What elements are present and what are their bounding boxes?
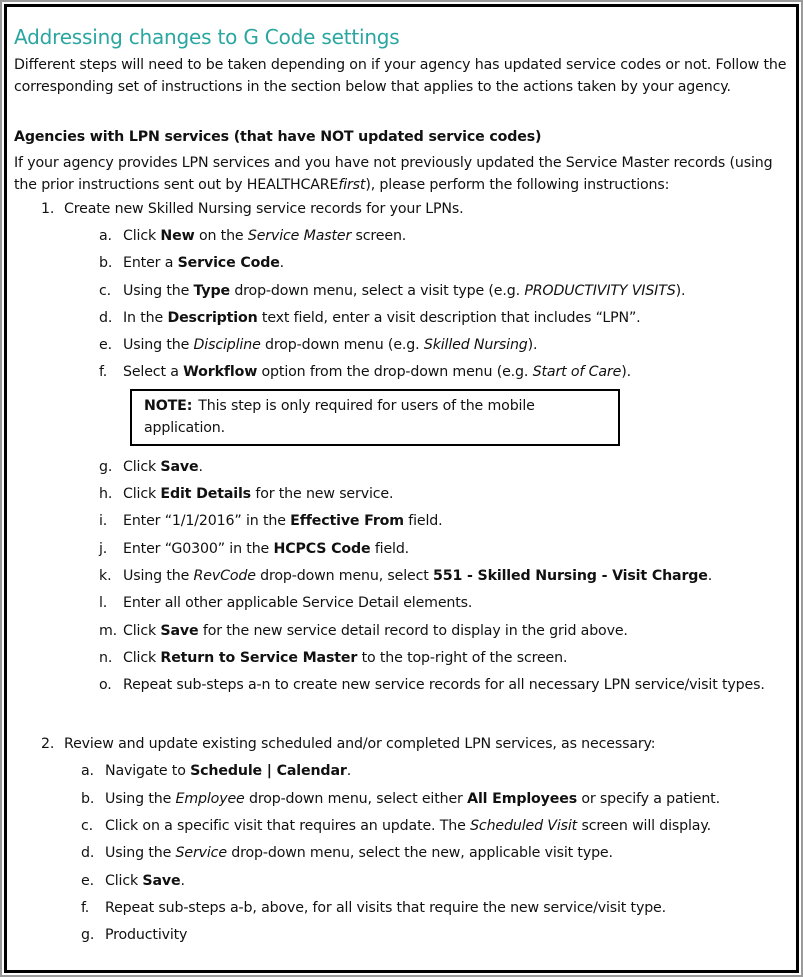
substep-letter: e. <box>99 337 112 354</box>
substep-text: ). <box>527 337 538 354</box>
substep-letter: h. <box>99 486 113 503</box>
substep-text: Repeat sub-steps a-n to create new service records for all necessary LPN service/visit types. <box>123 677 765 694</box>
substep-text: or specify a patient. <box>576 790 720 807</box>
substep-text: Using the <box>123 567 194 584</box>
substep-letter: b. <box>99 255 113 272</box>
substep-item <box>14 359 793 386</box>
substep-text: . <box>198 458 203 475</box>
bold-term: Description <box>167 309 258 326</box>
substep-text: Enter a <box>123 255 178 272</box>
substep-letter: m. <box>99 622 118 639</box>
substep-letter: f. <box>81 899 90 916</box>
document-content <box>14 22 793 950</box>
substep-item <box>14 508 793 535</box>
substep-item <box>14 813 793 840</box>
step-2 <box>14 731 793 949</box>
substep-item <box>14 618 793 645</box>
substep-text: Click <box>105 872 143 889</box>
bold-term: Save <box>160 622 199 639</box>
note-text: This step is only required for users of the mobile application. <box>144 397 535 436</box>
section-heading: Agencies with LPN services (that have NOT updated service codes) <box>14 129 542 145</box>
substep-item <box>14 223 793 250</box>
substep-letter: j. <box>99 540 108 557</box>
section-intro-part1: If your agency provides LPN services and you have not previously updated the Service Master records (using the prior instructions sent out by HEALTHCARE <box>14 155 773 193</box>
substeps-list <box>64 758 793 949</box>
intro-paragraph: Different steps will need to be taken depending on if your agency has updated service codes or not. Follow the corresponding set of instructions in the section below that applies to the actions taken by your agency. <box>14 57 787 95</box>
page-title: Addressing changes to G Code settings <box>14 25 400 49</box>
step-text: Create new Skilled Nursing service records for your LPNs. <box>64 201 464 217</box>
substep-letter: l. <box>99 595 108 612</box>
substep-item <box>14 278 793 305</box>
step-number: 1. <box>41 201 55 217</box>
substep-item <box>14 645 793 672</box>
substep-item <box>14 305 793 332</box>
section-intro-part2: ), please perform the following instructions: <box>365 177 670 193</box>
substep-letter: n. <box>99 649 113 666</box>
substep-text: Productivity <box>105 927 188 944</box>
substep-text: Using the <box>123 282 194 299</box>
bold-term: All Employees <box>467 790 577 807</box>
italic-term: Employee <box>175 790 245 807</box>
italic-term: PRODUCTIVITY VISITS <box>524 282 676 299</box>
substep-text: text field, enter a visit description that includes “LPN”. <box>257 309 641 326</box>
substep-text: on the <box>194 228 248 244</box>
note-callout-wrapper <box>14 389 793 446</box>
substep-item <box>14 250 793 277</box>
substep-item <box>14 786 793 813</box>
bold-term: Return to Service Master <box>160 649 358 666</box>
substep-text: . <box>180 872 185 889</box>
substep-item <box>14 922 793 949</box>
substep-text: screen. <box>351 228 407 244</box>
substep-item <box>14 895 793 922</box>
bold-term: Effective From <box>290 513 404 530</box>
substep-text: field. <box>370 540 410 557</box>
bold-term: Edit Details <box>160 486 251 503</box>
substep-text: drop-down menu (e.g. <box>260 337 424 354</box>
substep-text: Enter “1/1/2016” in the <box>123 513 291 530</box>
substep-text: In the <box>123 309 168 326</box>
bold-term: Workflow <box>183 364 258 381</box>
substep-text: Using the <box>105 790 176 807</box>
substep-text: drop-down menu, select either <box>244 790 468 807</box>
substep-text: for the new service detail record to display in the grid above. <box>198 622 628 639</box>
substep-text: Enter all other applicable Service Detail elements. <box>123 595 473 612</box>
substep-letter: e. <box>81 872 94 889</box>
substep-letter: a. <box>81 763 94 780</box>
substep-text: . <box>346 763 352 780</box>
substep-item <box>14 868 793 895</box>
substep-item <box>14 590 793 617</box>
bold-term: Schedule | Calendar <box>190 763 347 780</box>
bold-term: Type <box>193 282 230 299</box>
substep-letter: b. <box>81 790 95 807</box>
substep-text: field. <box>403 513 443 530</box>
substep-text: to the top-right of the screen. <box>357 649 568 666</box>
substep-letter: k. <box>99 567 112 584</box>
substep-text: Click <box>123 458 161 475</box>
substep-text: Using the <box>105 845 176 862</box>
substep-text: Click on a specific visit that requires an update. The <box>105 818 471 835</box>
note-callout <box>130 389 620 446</box>
substep-text: . <box>279 255 285 272</box>
bold-term: 551 - Skilled Nursing - Visit Charge <box>433 567 708 584</box>
substep-letter: c. <box>81 818 94 835</box>
section-intro-italic: first <box>338 177 366 193</box>
italic-term: Start of Care <box>532 364 622 381</box>
bold-term: New <box>160 228 195 244</box>
step-number: 2. <box>41 736 55 753</box>
substep-text: for the new service. <box>250 486 394 503</box>
substep-text: Using the <box>123 337 194 354</box>
substep-text: Enter “G0300” in the <box>123 540 274 557</box>
bold-term: HCPCS Code <box>273 540 371 557</box>
substep-text: Select a <box>123 364 184 381</box>
substep-letter: c. <box>99 282 112 299</box>
substep-text: ). <box>621 364 631 381</box>
substep-item <box>14 563 793 590</box>
section-intro <box>14 152 793 196</box>
substep-text: drop-down menu, select a visit type (e.g. <box>229 282 525 299</box>
substep-item <box>14 481 793 508</box>
substep-item <box>14 758 793 785</box>
steps-list <box>14 196 793 950</box>
substep-letter: o. <box>99 677 112 694</box>
note-label: NOTE: <box>144 397 193 414</box>
substep-letter: d. <box>81 845 95 862</box>
step-1 <box>14 196 793 699</box>
substep-text: option from the drop-down menu (e.g. <box>257 364 533 381</box>
substep-text: . <box>707 567 713 584</box>
substep-text: Click <box>123 622 161 639</box>
italic-term: Discipline <box>193 337 261 354</box>
substep-letter: a. <box>99 228 112 244</box>
substep-letter: g. <box>81 927 95 944</box>
substep-text: Repeat sub-steps a-b, above, for all visits that require the new service/visit type. <box>105 899 666 916</box>
substep-text: Click <box>123 486 161 503</box>
substep-text: ). <box>675 282 686 299</box>
substep-item <box>14 840 793 867</box>
bold-term: Save <box>160 458 199 475</box>
substep-letter: f. <box>99 364 108 381</box>
substeps-list <box>64 223 793 699</box>
bold-term: Save <box>142 872 181 889</box>
substep-text: Click <box>123 649 161 666</box>
substep-item <box>14 536 793 563</box>
substep-text: screen will display. <box>577 818 711 835</box>
substep-text: Navigate to <box>105 763 191 780</box>
substep-letter: g. <box>99 458 113 475</box>
substep-item <box>14 454 793 481</box>
italic-term: Service <box>175 845 227 862</box>
italic-term: Scheduled Visit <box>470 818 578 835</box>
substep-text: drop-down menu, select the new, applicable visit type. <box>226 845 613 862</box>
substep-text: Click <box>123 228 161 244</box>
substep-letter: i. <box>99 513 108 530</box>
substep-text: drop-down menu, select <box>255 567 434 584</box>
substep-item <box>14 332 793 359</box>
substep-letter: d. <box>99 309 113 326</box>
substep-item <box>14 672 793 699</box>
step-text: Review and update existing scheduled and/or completed LPN services, as necessary: <box>64 736 656 753</box>
italic-term: Skilled Nursing <box>423 337 528 354</box>
bold-term: Service Code <box>177 255 280 272</box>
italic-term: Service Master <box>247 228 352 244</box>
italic-term: RevCode <box>193 567 256 584</box>
